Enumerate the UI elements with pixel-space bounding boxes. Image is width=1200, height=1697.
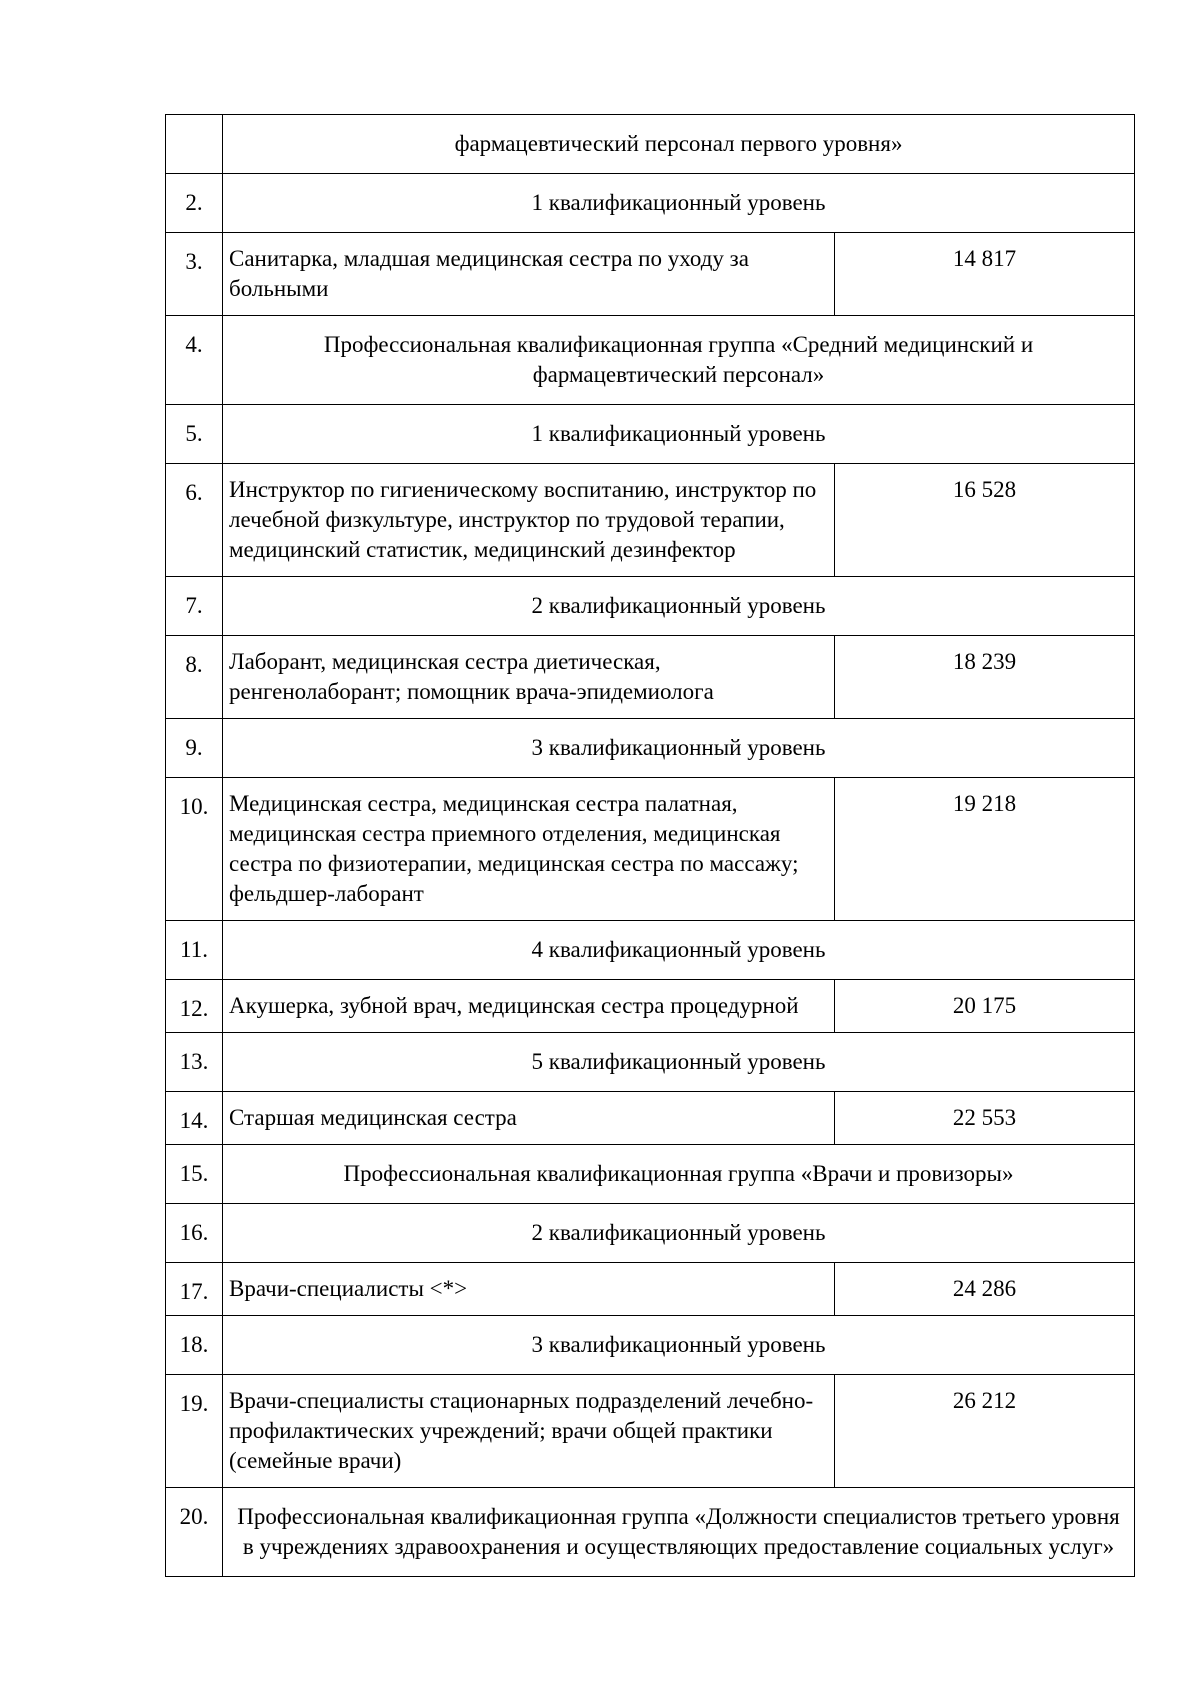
- position-title: Санитарка, младшая медицинская сестра по уходу за больными: [223, 233, 835, 316]
- table-row: [166, 778, 1135, 921]
- row-number: [166, 115, 223, 174]
- row-number: 4.: [166, 316, 223, 405]
- row-number: 17.: [166, 1263, 223, 1316]
- group-header: Профессиональная квалификационная группа «Средний медицинский и фармацевтический персонал»: [223, 316, 1135, 405]
- position-title: Врачи-специалисты <*>: [223, 1263, 835, 1316]
- group-header: фармацевтический персонал первого уровня»: [223, 115, 1135, 174]
- table-row: [166, 980, 1135, 1033]
- level-header: 1 квалификационный уровень: [223, 405, 1135, 464]
- level-header: 5 квалификационный уровень: [223, 1033, 1135, 1092]
- table-row: [166, 1316, 1135, 1375]
- table-row: [166, 316, 1135, 405]
- table-row: [166, 405, 1135, 464]
- row-number: 7.: [166, 577, 223, 636]
- table-row: [166, 233, 1135, 316]
- level-header: 1 квалификационный уровень: [223, 174, 1135, 233]
- row-number: 15.: [166, 1145, 223, 1204]
- salary-value: 26 212: [835, 1375, 1135, 1488]
- level-header: 3 квалификационный уровень: [223, 719, 1135, 778]
- row-number: 18.: [166, 1316, 223, 1375]
- table-row: [166, 719, 1135, 778]
- row-number: 19.: [166, 1375, 223, 1488]
- table-row: [166, 174, 1135, 233]
- table-row: [166, 636, 1135, 719]
- row-number: 2.: [166, 174, 223, 233]
- salary-table: [165, 114, 1135, 1577]
- position-title: Врачи-специалисты стационарных подразделений лечебно-профилактических учреждений; врачи общей практики (семейные врачи): [223, 1375, 835, 1488]
- table-row: [166, 1488, 1135, 1577]
- table-row: [166, 1145, 1135, 1204]
- table-row: [166, 1092, 1135, 1145]
- group-header: Профессиональная квалификационная группа «Должности специалистов третьего уровня в учреждениях здравоохранения и осуществляющих предоставление социальных услуг»: [223, 1488, 1135, 1577]
- table-row: [166, 1033, 1135, 1092]
- row-number: 3.: [166, 233, 223, 316]
- row-number: 5.: [166, 405, 223, 464]
- level-header: 2 квалификационный уровень: [223, 1204, 1135, 1263]
- salary-value: 22 553: [835, 1092, 1135, 1145]
- table-row: [166, 1263, 1135, 1316]
- row-number: 13.: [166, 1033, 223, 1092]
- row-number: 9.: [166, 719, 223, 778]
- position-title: Лаборант, медицинская сестра диетическая, ренгенолаборант; помощник врача-эпидемиолога: [223, 636, 835, 719]
- level-header: 4 квалификационный уровень: [223, 921, 1135, 980]
- row-number: 11.: [166, 921, 223, 980]
- table-row: [166, 1204, 1135, 1263]
- table-row: [166, 464, 1135, 577]
- group-header: Профессиональная квалификационная группа «Врачи и провизоры»: [223, 1145, 1135, 1204]
- position-title: Старшая медицинская сестра: [223, 1092, 835, 1145]
- salary-value: 24 286: [835, 1263, 1135, 1316]
- table-row: [166, 1375, 1135, 1488]
- salary-value: 20 175: [835, 980, 1135, 1033]
- position-title: Инструктор по гигиеническому воспитанию, инструктор по лечебной физкультуре, инструктор по трудовой терапии, медицинский статистик, медицинский дезинфектор: [223, 464, 835, 577]
- row-number: 16.: [166, 1204, 223, 1263]
- table-row: [166, 577, 1135, 636]
- table-row: [166, 921, 1135, 980]
- level-header: 2 квалификационный уровень: [223, 577, 1135, 636]
- salary-value: 14 817: [835, 233, 1135, 316]
- row-number: 10.: [166, 778, 223, 921]
- row-number: 6.: [166, 464, 223, 577]
- row-number: 8.: [166, 636, 223, 719]
- salary-value: 19 218: [835, 778, 1135, 921]
- salary-value: 16 528: [835, 464, 1135, 577]
- row-number: 14.: [166, 1092, 223, 1145]
- position-title: Акушерка, зубной врач, медицинская сестра процедурной: [223, 980, 835, 1033]
- position-title: Медицинская сестра, медицинская сестра палатная, медицинская сестра приемного отделения, медицинская сестра по физиотерапии, медицинская сестра по массажу; фельдшер-лаборант: [223, 778, 835, 921]
- table-row: [166, 115, 1135, 174]
- salary-value: 18 239: [835, 636, 1135, 719]
- row-number: 20.: [166, 1488, 223, 1577]
- row-number: 12.: [166, 980, 223, 1033]
- level-header: 3 квалификационный уровень: [223, 1316, 1135, 1375]
